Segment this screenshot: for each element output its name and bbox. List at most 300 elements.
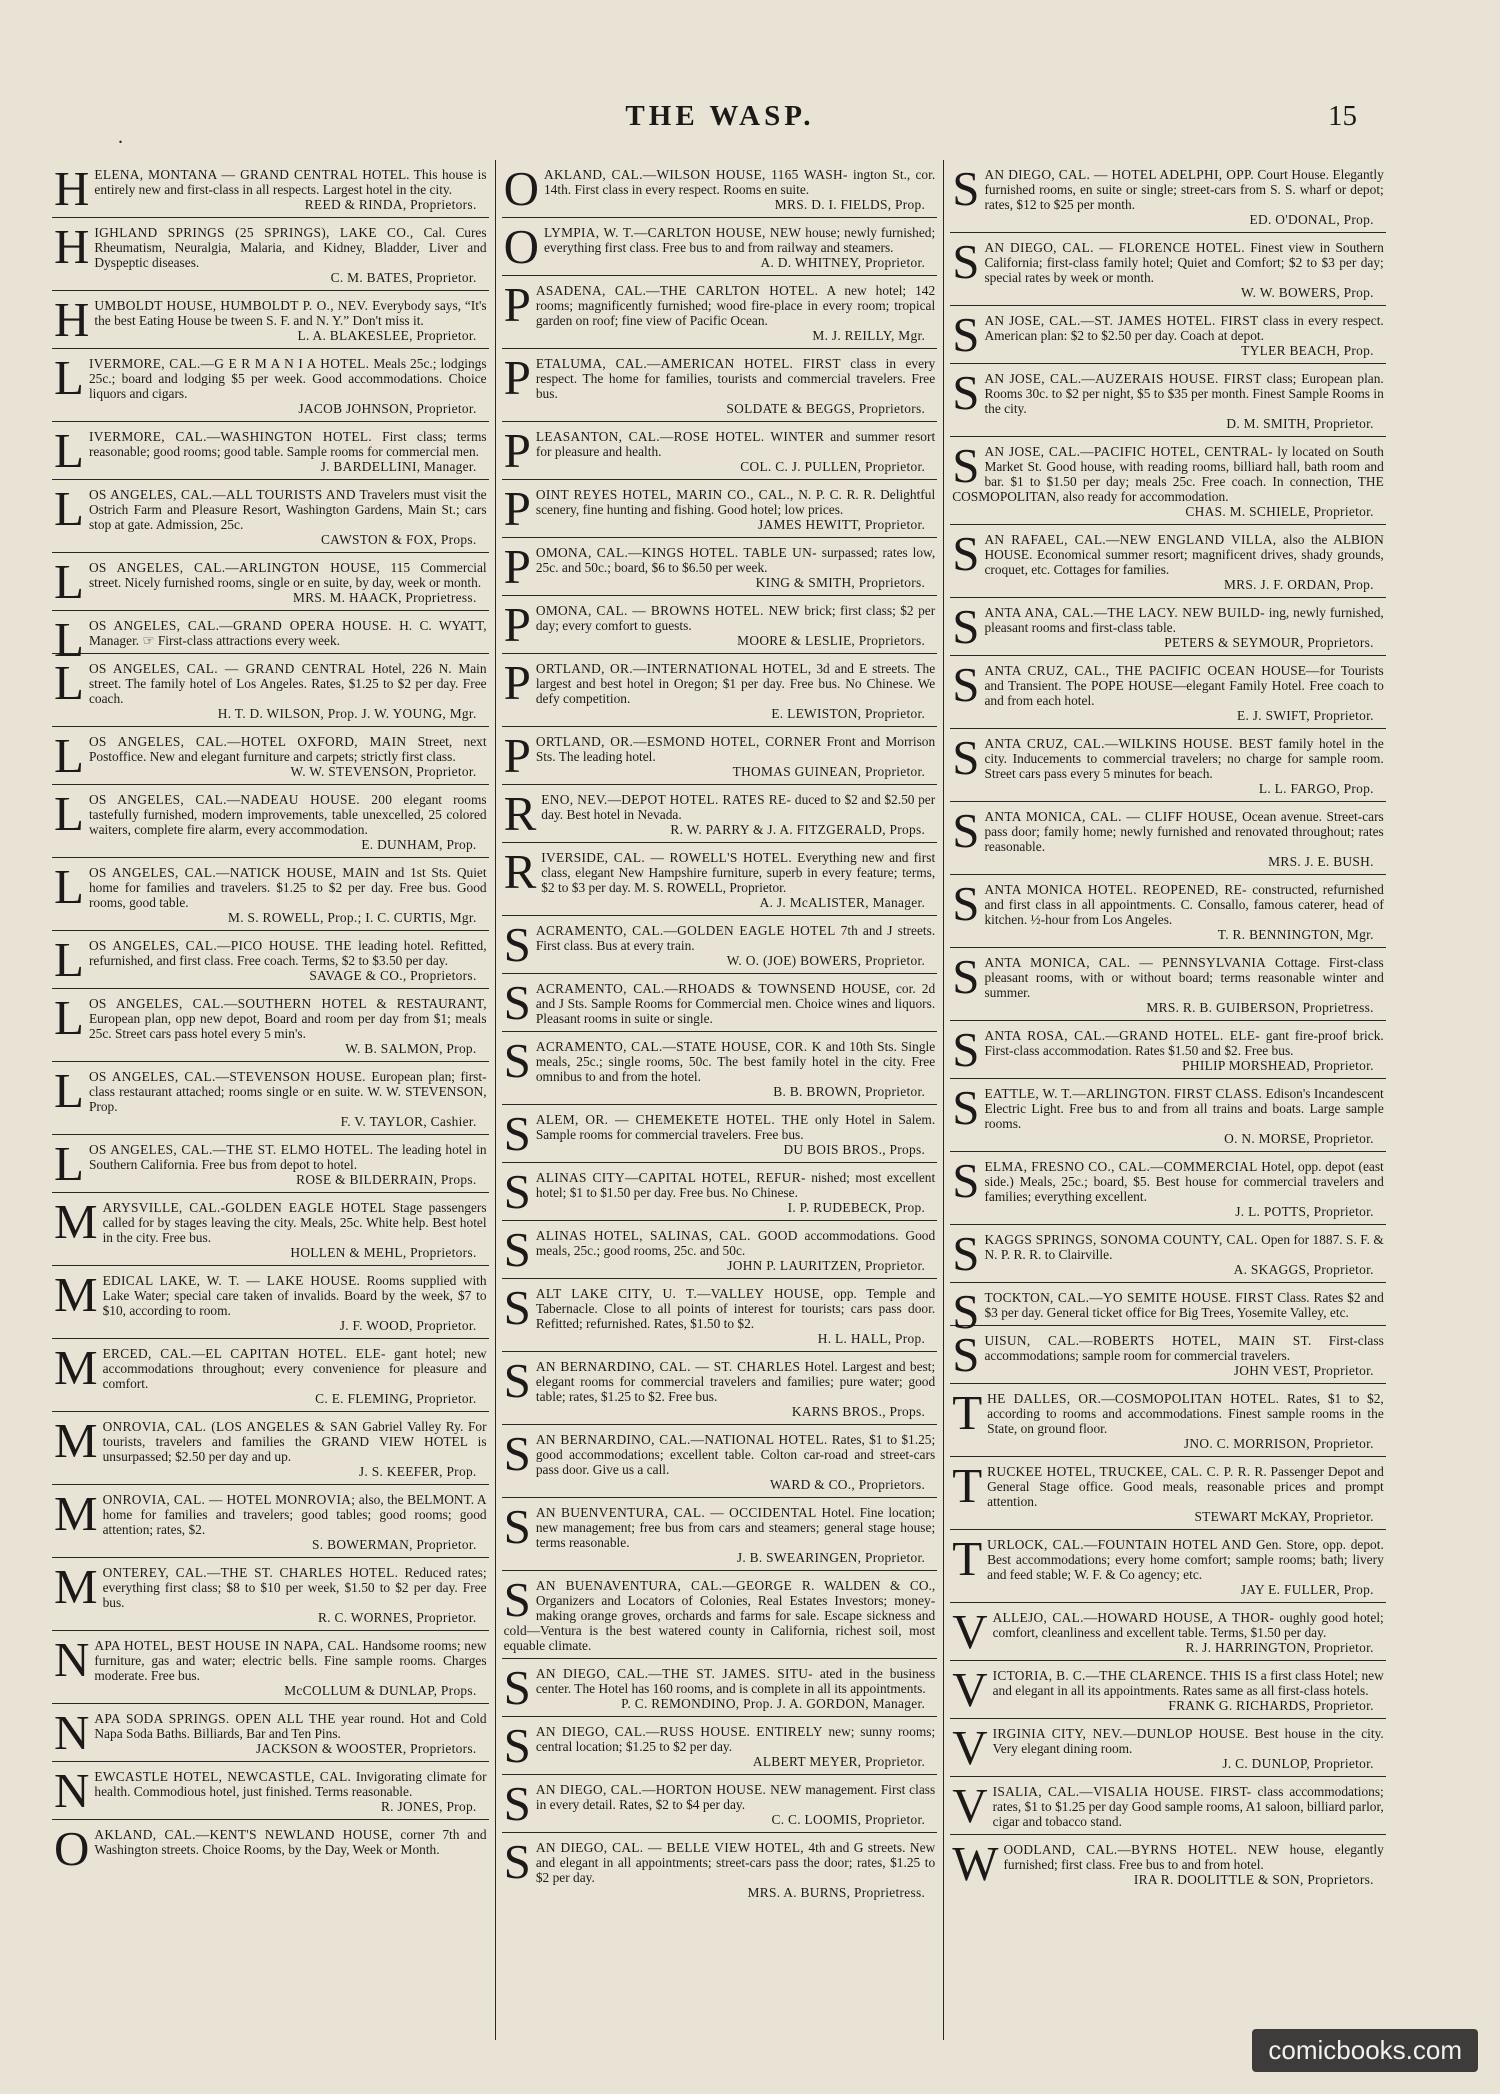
drop-cap-initial: T	[952, 1385, 983, 1440]
drop-cap-initial: T	[952, 1531, 983, 1586]
drop-cap-initial: S	[952, 365, 980, 420]
listing-heading: APA HOTEL, BEST HOUSE IN NAPA, CAL.	[94, 1638, 359, 1653]
hotel-listing	[502, 349, 938, 422]
listing-heading: OS ANGELES, CAL.—ALL TOURISTS AND	[88, 487, 356, 502]
hotel-listing	[502, 480, 938, 538]
listing-heading: ELMA, FRESNO CO., CAL.—COMMERCIAL	[984, 1159, 1258, 1174]
drop-cap-initial: S	[503, 1280, 531, 1335]
hotel-listing	[502, 1163, 938, 1221]
listing-proprietor: L. L. FARGO, Prop.	[1258, 781, 1374, 796]
listing-heading: IRGINIA CITY, NEV.—DUNLOP HOUSE.	[992, 1726, 1249, 1741]
hotel-listing	[502, 422, 938, 480]
listing-heading: AN BUENAVENTURA, CAL.—GEORGE R.	[535, 1578, 815, 1593]
listing-heading: HE DALLES, OR.—COSMOPOLITAN HOTEL.	[987, 1391, 1280, 1406]
listing-heading: URLOCK, CAL.—FOUNTAIN HOTEL AND	[987, 1537, 1252, 1552]
drop-cap-initial: R	[503, 786, 537, 841]
listing-proprietor: KING & SMITH, Proprietors.	[755, 575, 926, 590]
header-dot: .	[118, 126, 123, 148]
drop-cap-initial: S	[503, 1222, 531, 1277]
listing-proprietor: TYLER BEACH, Prop.	[1241, 343, 1374, 358]
listing-heading: EDICAL LAKE, W. T. — LAKE HOUSE.	[102, 1273, 361, 1288]
listing-text: Best house in the city. Very elegant dining room.	[992, 1726, 1384, 1756]
listing-heading: ALINAS HOTEL, SALINAS, CAL. GOOD	[535, 1228, 798, 1243]
drop-cap-initial: S	[503, 1660, 531, 1715]
listing-proprietor: A. D. WHITNEY, Proprietor.	[760, 255, 926, 270]
listing-heading: LYMPIA, W. T.—CARLTON HOUSE, NEW	[543, 225, 802, 240]
drop-cap-initial: M	[54, 1194, 98, 1249]
hotel-listing	[502, 1352, 938, 1425]
listing-proprietor: PHILIP MORSHEAD, Proprietor.	[1182, 1058, 1374, 1073]
drop-cap-initial: N	[54, 1705, 90, 1760]
listing-text: duced to $2 and $2.50 per day. Best hotel in Nevada.	[541, 792, 936, 822]
listing-text: opp. Temple and Tabernacle. Close to all points of interest for tourists; cars pass door. Refitted; refurnished. Rates, $1.50 to $2.	[535, 1286, 936, 1331]
hotel-listing	[502, 974, 938, 1032]
listing-proprietor: JAMES HEWITT, Proprietor.	[758, 517, 926, 532]
listing-heading: OS ANGELES, CAL.—STEVENSON HOUSE.	[88, 1069, 366, 1084]
hotel-listing	[950, 364, 1386, 437]
hotel-listing	[502, 1717, 938, 1775]
hotel-listing	[52, 553, 489, 611]
listing-heading: ANTA CRUZ, CAL.—WILKINS HOUSE. BEST	[984, 736, 1273, 751]
hotel-listing	[950, 525, 1386, 598]
listing-heading: KAGGS SPRINGS, SONOMA COUNTY, CAL.	[984, 1232, 1258, 1247]
listing-proprietor: CAWSTON & FOX, Props.	[320, 532, 477, 547]
listing-heading: AN DIEGO, CAL. — BELLE VIEW HOTEL,	[535, 1840, 804, 1855]
listing-proprietor: J. F. WOOD, Proprietor.	[339, 1318, 477, 1333]
listing-proprietor: A. SKAGGS, Proprietor.	[1233, 1262, 1374, 1277]
watermark-logo: comicbooks.com	[1252, 2029, 1478, 2072]
listing-heading: ONROVIA, CAL. (LOS ANGELES & SAN	[102, 1419, 358, 1434]
hotel-listing	[950, 1777, 1386, 1835]
listing-text: also the ALBION HOUSE. Economical summer resort; magnificent drives, shady grounds, croquet, etc. Cottages for families.	[984, 532, 1384, 577]
listing-proprietor: J. L. POTTS, Proprietor.	[1235, 1204, 1374, 1219]
listing-proprietor: B. B. BROWN, Proprietor.	[773, 1084, 926, 1099]
page-number: 15	[1328, 100, 1357, 132]
drop-cap-initial: H	[54, 161, 90, 216]
drop-cap-initial: M	[54, 1559, 98, 1614]
drop-cap-initial: S	[503, 1499, 531, 1554]
listing-heading: OS ANGELES, CAL.—HOTEL OXFORD, MAIN	[88, 734, 407, 749]
listing-proprietor: D. M. SMITH, Proprietor.	[1226, 416, 1374, 431]
hotel-listing	[502, 538, 938, 596]
hotel-listing	[950, 875, 1386, 948]
listing-text: class; European plan. Rooms 30c. to $2 per night, $5 to $35 per month. Finest Sample Rooms in the city.	[984, 371, 1384, 416]
listing-heading: ACRAMENTO, CAL.—RHOADS & TOWNSEND	[535, 981, 836, 996]
listing-heading: OMONA, CAL.—KINGS HOTEL. TABLE UN-	[535, 545, 817, 560]
drop-cap-initial: S	[503, 1572, 531, 1627]
listing-proprietor: SOLDATE & BEGGS, Proprietors.	[726, 401, 926, 416]
listing-text: Street, next Postoffice. New and elegant furniture and carpets; strictly first class.	[88, 734, 487, 764]
hotel-listing	[52, 1266, 489, 1339]
listing-text: Finest view in Southern California; first-class family hotel; Quiet and Comfort; $2 to $3 per day; special rates by week or month.	[984, 240, 1384, 285]
listing-proprietor: IRA R. DOOLITTLE & SON, Proprietors.	[1133, 1872, 1374, 1887]
listing-heading: IGHLAND SPRINGS (25 SPRINGS), LAKE CO.,	[94, 225, 414, 240]
drop-cap-initial: S	[952, 657, 980, 712]
listing-heading: OMONA, CAL. — BROWNS HOTEL. NEW	[535, 603, 800, 618]
hotel-listing	[502, 1833, 938, 1905]
listing-proprietor: R. W. PARRY & J. A. FITZGERALD, Props.	[670, 822, 926, 837]
listing-heading: OS ANGELES, CAL.—NATICK HOUSE, MAIN	[88, 865, 380, 880]
listing-text: leading hotel. Refitted, refurnished, and first class. Free coach. Terms, $2 to $3.50 per day.	[88, 938, 487, 968]
listing-text: and 1st Sts. Quiet home for families and travelers. $1.25 to $2 per day. Free bus. Good rooms, good table.	[88, 865, 487, 910]
hotel-listing	[502, 160, 938, 218]
listing-heading: AN DIEGO, CAL.—RUSS HOUSE. ENTIRELY	[535, 1724, 823, 1739]
listing-heading: RUCKEE HOTEL, TRUCKEE, CAL. C. P. R.	[987, 1464, 1251, 1479]
listing-text: A new hotel; 142 rooms; magnificently furnished; wood fire-place in every room; tropical garden on roof; fine view of Pacific Ocean.	[535, 283, 936, 328]
listing-heading: ENO, NEV.—DEPOT HOTEL. RATES RE-	[541, 792, 792, 807]
listing-heading: OS ANGELES, CAL.—NADEAU HOUSE. 200	[88, 792, 393, 807]
drop-cap-initial: M	[54, 1340, 98, 1395]
listing-text: brick; first class; $2 per day; every comfort to guests.	[535, 603, 936, 633]
listing-text: Gen. Store, opp. depot. Best accommodations; every home comfort; sample rooms; bath; livery and feed stable; W. F. & Co agency; etc.	[987, 1537, 1384, 1582]
hotel-listing	[502, 1032, 938, 1105]
drop-cap-initial: P	[503, 423, 531, 478]
drop-cap-initial: S	[952, 234, 980, 289]
listing-text: and 10th Sts. Single meals, 25c.; single rooms, 50c. The best family hotel in the city. Free omnibus to and from the hotel.	[535, 1039, 936, 1084]
listing-proprietor: JNO. C. MORRISON, Proprietor.	[1183, 1436, 1374, 1451]
listing-heading: ALINAS CITY—CAPITAL HOTEL, REFUR-	[535, 1170, 806, 1185]
listing-proprietor: E. DUNHAM, Prop.	[361, 837, 477, 852]
hotel-listing	[52, 291, 489, 349]
hotel-listing	[950, 160, 1386, 233]
drop-cap-initial: S	[952, 1153, 980, 1208]
hotel-listing	[52, 727, 489, 785]
drop-cap-initial: S	[952, 1022, 980, 1077]
listing-text: 4th and G streets. New and elegant in all appointments; street-cars pass the door; rates, $1.25 to $2 per day.	[535, 1840, 936, 1885]
hotel-listing	[52, 1820, 489, 1876]
listing-proprietor: SAVAGE & CO., Proprietors.	[309, 968, 477, 983]
listing-heading: ORTLAND, OR.—INTERNATIONAL HOTEL,	[535, 661, 812, 676]
drop-cap-initial: S	[503, 1718, 531, 1773]
listing-proprietor: MRS. M. HAACK, Proprietress.	[292, 590, 477, 605]
listing-text: First class; terms reasonable; good rooms; good table. Sample rooms for commercial men.	[88, 429, 487, 459]
drop-cap-initial: S	[952, 1226, 980, 1281]
listing-text: class in every respect. The home for families, tourists and commercial travelers. Free bus.	[535, 356, 936, 401]
listing-proprietor: E. J. SWIFT, Proprietor.	[1237, 708, 1374, 723]
hotel-listing	[950, 1225, 1386, 1283]
drop-cap-initial: O	[503, 161, 539, 216]
hotel-listing	[52, 931, 489, 989]
drop-cap-initial: L	[54, 1136, 84, 1191]
drop-cap-initial: L	[54, 728, 84, 783]
drop-cap-initial: L	[54, 1063, 84, 1118]
listing-heading: AKLAND, CAL.—WILSON HOUSE, 1165 WASH-	[543, 167, 848, 182]
listing-heading: OINT REYES HOTEL, MARIN CO., CAL.,	[535, 487, 794, 502]
listing-text: HOUSE—for Tourists and Transient. The POPE HOUSE—elegant Family Hotel. Free coach to and from each hotel.	[984, 663, 1384, 708]
listing-heading: ISALIA, CAL.—VISALIA HOUSE. FIRST-	[992, 1784, 1252, 1799]
drop-cap-initial: L	[54, 350, 84, 405]
listing-text: Class. Rates $2 and $3 per day. General ticket office for Big Trees, Yosemite Valley, etc.	[984, 1290, 1384, 1320]
hotel-listing	[52, 611, 489, 667]
drop-cap-initial: S	[503, 1353, 531, 1408]
hotel-listing	[950, 1283, 1386, 1339]
drop-cap-initial: L	[54, 554, 84, 609]
listing-heading: UISUN, CAL.—ROBERTS HOTEL, MAIN ST.	[984, 1333, 1312, 1348]
listing-text: Open for 1887. S. F. & N. P. R. R. to Clairville.	[984, 1232, 1384, 1262]
drop-cap-initial: L	[54, 990, 84, 1045]
listing-heading: OS ANGELES, CAL.—THE ST. ELMO HOTEL.	[88, 1142, 374, 1157]
listing-heading: AN BUENVENTURA, CAL. — OCCIDENTAL	[535, 1505, 817, 1520]
drop-cap-initial: S	[503, 1776, 531, 1831]
listing-text: Rates, $1 to $2, according to rooms and accommodations. Finest sample rooms in the State, on ground floor.	[987, 1391, 1384, 1436]
drop-cap-initial: V	[952, 1720, 988, 1775]
listing-heading: UMBOLDT HOUSE, HUMBOLDT P. O., NEV.	[94, 298, 369, 313]
listing-text: house, elegantly furnished; first class. Free bus to and from hotel.	[1003, 1842, 1384, 1872]
hotel-listing	[52, 1193, 489, 1266]
listing-text: gant hotel; new accommodations throughout; every convenience for pleasure and comfort.	[102, 1346, 487, 1391]
listing-heading: AN DIEGO, CAL. — HOTEL ADELPHI, OPP.	[984, 167, 1254, 182]
hotel-listing	[52, 989, 489, 1062]
drop-cap-initial: S	[952, 730, 980, 785]
hotel-listing	[52, 1062, 489, 1135]
hotel-listing	[52, 1485, 489, 1558]
hotel-listing	[52, 1762, 489, 1820]
listing-text: nished; most excellent hotel; $1 to $1.50 per day. Free bus. No Chinese.	[535, 1170, 936, 1200]
listing-proprietor: KARNS BROS., Props.	[791, 1404, 926, 1419]
hotel-listing	[950, 1079, 1386, 1152]
listing-heading: ICTORIA, B. C.—THE CLARENCE. THIS IS	[992, 1668, 1258, 1683]
hotel-listing	[950, 233, 1386, 306]
page-header	[0, 0, 1500, 150]
listing-proprietor: P. C. REMONDINO, Prop. J. A. GORDON, Manager.	[621, 1696, 926, 1711]
listing-proprietor: MOORE & LESLIE, Proprietors.	[737, 633, 926, 648]
listing-text: ington St., cor. 14th. First class in every respect. Rooms en suite.	[543, 167, 936, 197]
listing-heading: ETALUMA, CAL.—AMERICAN HOTEL. FIRST	[535, 356, 841, 371]
drop-cap-initial: S	[952, 949, 980, 1004]
listing-proprietor: H. L. HALL, Prop.	[817, 1331, 926, 1346]
hotel-listing	[52, 480, 489, 553]
drop-cap-initial: L	[54, 655, 84, 710]
drop-cap-initial: P	[503, 655, 531, 710]
listing-heading: ANTA ANA, CAL.—THE LACY. NEW BUILD-	[984, 605, 1265, 620]
column-middle	[495, 160, 944, 2040]
hotel-listing	[502, 843, 938, 916]
listing-heading: IVERMORE, CAL.—WASHINGTON HOTEL.	[88, 429, 372, 444]
listing-heading: APA SODA SPRINGS. OPEN ALL THE	[94, 1711, 336, 1726]
listing-proprietor: H. T. D. WILSON, Prop. J. W. YOUNG, Mgr.	[217, 706, 477, 721]
drop-cap-initial: L	[54, 481, 84, 536]
listing-text: Handsome rooms; new furniture, gas and water; electric bells. Fine sample rooms. Charges moderate. Free bus.	[94, 1638, 487, 1683]
listing-proprietor: T. R. BENNINGTON, Mgr.	[1217, 927, 1374, 942]
listing-heading: AN JOSE, CAL.—AUZERAIS HOUSE. FIRST	[984, 371, 1262, 386]
listing-text: Meals 25c.; lodgings 25c.; board and lodging $5 per week. Good accommodations. Choice liquors and cigars.	[88, 356, 487, 401]
listing-text: Gabriel Valley Ry. For tourists, travelers and families the GRAND VIEW HOTEL is unsurpassed; $2.50 per day and up.	[102, 1419, 487, 1464]
hotel-listing	[950, 1152, 1386, 1225]
listing-text: oughly good hotel; comfort, cleanliness and excellent table. Terms, $1.50 per day.	[992, 1610, 1384, 1640]
listing-text: management. First class in every detail. Rates, $2 to $4 per day.	[535, 1782, 936, 1812]
drop-cap-initial: P	[503, 350, 531, 405]
drop-cap-initial: S	[503, 917, 531, 972]
listing-heading: TOCKTON, CAL.—YO SEMITE HOUSE. FIRST	[984, 1290, 1274, 1305]
listing-text: Court House. Elegantly furnished rooms, en suite or single; street-cars from S. S. wharf or depot; rates, $12 to $25 per month.	[984, 167, 1384, 212]
listing-proprietor: C. M. BATES, Proprietor.	[330, 270, 477, 285]
drop-cap-initial: H	[54, 292, 90, 347]
listing-proprietor: PETERS & SEYMOUR, Proprietors.	[1164, 635, 1374, 650]
listing-heading: OS ANGELES, CAL. — GRAND CENTRAL	[88, 661, 366, 676]
listing-heading: ANTA MONICA, CAL. — CLIFF HOUSE,	[984, 809, 1238, 824]
listing-heading: ERCED, CAL.—EL CAPITAN HOTEL. ELE-	[102, 1346, 386, 1361]
listing-proprietor: CHAS. M. SCHIELE, Proprietor.	[1185, 504, 1374, 519]
listing-proprietor: W. O. (JOE) BOWERS, Proprietor.	[726, 953, 926, 968]
listing-proprietor: R. JONES, Prop.	[380, 1799, 477, 1814]
listing-text: RESTAURANT, European plan, opp new depot, Board and room per day from $1; meals 25c. Street cars pass hotel every 5 min's.	[88, 996, 487, 1041]
listing-proprietor: MRS. R. B. GUIBERSON, Proprietress.	[1146, 1000, 1374, 1015]
listing-heading: IVERSIDE, CAL. — ROWELL'S HOTEL.	[541, 850, 793, 865]
hotel-listing	[52, 1704, 489, 1762]
listing-text: Everybody says, “It's the best Eating House be tween S. F. and N. Y.” Don't miss it.	[94, 298, 487, 328]
listing-text: Hotel, opp. depot (east side.) Meals, 25c.; board, $5. Best house for commercial travelers and families; everything excellent.	[984, 1159, 1384, 1204]
listing-proprietor: MRS. A. BURNS, Proprietress.	[747, 1885, 926, 1900]
hotel-listing	[950, 1384, 1386, 1457]
listing-text: Everything new and first class, elegant New Hampshire furniture, superb in every feature; terms, $2 to $3 per day. M. S. ROWELL, Proprietor.	[541, 850, 936, 895]
hotel-listing	[52, 1558, 489, 1631]
listing-proprietor: ED. O'DONAL, Prop.	[1249, 212, 1374, 227]
listing-heading: OODLAND, CAL.—BYRNS HOTEL. NEW	[1003, 1842, 1280, 1857]
listing-proprietor: F. V. TAYLOR, Cashier.	[340, 1114, 477, 1129]
listing-proprietor: W. W. BOWERS, Prop.	[1240, 285, 1374, 300]
listing-heading: ONTEREY, CAL.—THE ST. CHARLES HOTEL.	[102, 1565, 399, 1580]
hotel-listing	[502, 916, 938, 974]
listing-heading: EWCASTLE HOTEL, NEWCASTLE, CAL.	[94, 1769, 352, 1784]
listing-heading: ORTLAND, OR.—ESMOND HOTEL, CORNER	[535, 734, 822, 749]
listing-heading: LEASANTON, CAL.—ROSE HOTEL. WINTER	[535, 429, 825, 444]
drop-cap-initial: P	[503, 277, 531, 332]
hotel-listing	[950, 948, 1386, 1021]
hotel-listing	[52, 422, 489, 480]
drop-cap-initial: S	[503, 1106, 531, 1161]
listing-heading: ELENA, MONTANA — GRAND CENTRAL	[94, 167, 358, 182]
listing-text: Cottage. First-class pleasant rooms, with or without board; terms reasonable winter and summer.	[984, 955, 1384, 1000]
hotel-listing	[52, 858, 489, 931]
hotel-listing	[52, 218, 489, 291]
drop-cap-initial: S	[503, 1834, 531, 1889]
listing-heading: ALT LAKE CITY, U. T.—VALLEY HOUSE,	[535, 1286, 824, 1301]
drop-cap-initial: S	[952, 526, 980, 581]
listing-heading: AN JOSE, CAL.—PACIFIC HOTEL, CENTRAL-	[984, 444, 1273, 459]
listing-text: accommodations. Good meals, 25c.; good rooms, 25c. and 50c.	[535, 1228, 936, 1258]
hotel-listing	[950, 656, 1386, 729]
listing-proprietor: MRS. J. F. ORDAN, Prop.	[1223, 577, 1374, 592]
hotel-listing	[52, 1631, 489, 1704]
listing-heading: ALEM, OR. — CHEMEKETE HOTEL. THE	[535, 1112, 809, 1127]
listing-heading: ANTA ROSA, CAL.—GRAND HOTEL. ELE-	[984, 1028, 1260, 1043]
listing-columns	[46, 160, 1392, 2040]
listing-text: 3d and E streets. The largest and best hotel in Oregon; $1 per day. Free bus. No Chinese. We defy competition.	[535, 661, 936, 706]
hotel-listing	[950, 1835, 1386, 1892]
drop-cap-initial: S	[952, 1284, 980, 1339]
hotel-listing	[502, 276, 938, 349]
listing-heading: ANTA MONICA HOTEL. REOPENED, RE-	[984, 882, 1247, 897]
listing-text: Ocean avenue. Street-cars pass door; family home; newly furnished and renovated throughout; rates reasonable.	[984, 809, 1384, 854]
listing-text: HOUSE, cor. 2d and J Sts. Sample Rooms for Commercial men. Choice wines and liquors. Pleasant rooms in suite or single.	[535, 981, 936, 1026]
listing-text: European plan; first-class restaurant attached; rooms single or en suite. W. W. STEVENSON, Prop.	[88, 1069, 487, 1114]
drop-cap-initial: O	[54, 1821, 90, 1876]
hotel-listing	[502, 1105, 938, 1163]
hotel-listing	[502, 596, 938, 654]
hotel-listing	[502, 727, 938, 785]
hotel-listing	[950, 1021, 1386, 1079]
drop-cap-initial: S	[952, 438, 980, 493]
drop-cap-initial: P	[503, 481, 531, 536]
listing-proprietor: JOHN VEST, Proprietor.	[1233, 1363, 1374, 1378]
drop-cap-initial: W	[952, 1836, 999, 1891]
listing-text: 115 Commercial street. Nicely furnished rooms, single or en suite, by day, week or month.	[88, 560, 487, 590]
listing-text: 7th and J streets. First class. Bus at every train.	[535, 923, 936, 953]
listing-text: Travelers must visit the Ostrich Farm and Pleasure Resort, Washington Gardens, Main St.; cars stop at gate. Admission, 25c.	[88, 487, 487, 532]
listing-proprietor: R. C. WORNES, Proprietor.	[317, 1610, 477, 1625]
hotel-listing	[950, 437, 1386, 525]
listing-proprietor: J. C. DUNLOP, Proprietor.	[1222, 1756, 1374, 1771]
listing-proprietor: THOMAS GUINEAN, Proprietor.	[732, 764, 926, 779]
hotel-listing	[950, 1457, 1386, 1530]
hotel-listing	[502, 1425, 938, 1498]
hotel-listing	[950, 1326, 1386, 1384]
drop-cap-initial: M	[54, 1267, 98, 1322]
listing-heading: ASADENA, CAL.—THE CARLTON HOTEL.	[535, 283, 819, 298]
column-left	[46, 160, 495, 2040]
drop-cap-initial: V	[952, 1778, 988, 1833]
listing-proprietor: MRS. D. I. FIELDS, Prop.	[774, 197, 926, 212]
drop-cap-initial: N	[54, 1763, 90, 1818]
listing-heading: ONROVIA, CAL. — HOTEL MONROVIA;	[102, 1492, 356, 1507]
listing-heading: AN DIEGO, CAL.—THE ST. JAMES. SITU-	[535, 1666, 813, 1681]
listing-proprietor: STEWART McKAY, Proprietor.	[1194, 1509, 1374, 1524]
listing-proprietor: ROSE & BILDERRAIN, Props.	[296, 1172, 477, 1187]
listing-text: year round. Hot and Cold Napa Soda Baths. Billiards, Bar and Ten Pins.	[94, 1711, 487, 1741]
listing-text: Stage passengers called for by stages leaving the city. Meals, 25c. White help. Best hotel in the city. Free bus.	[102, 1200, 487, 1245]
listing-proprietor: C. C. LOOMIS, Proprietor.	[771, 1812, 926, 1827]
listing-text: R. Passenger Depot and General Stage office. Good meals, reasonable prices and prompt attention.	[987, 1464, 1384, 1509]
hotel-listing	[502, 1221, 938, 1279]
listing-text: N. P. C. R. R. Delightful scenery, fine hunting and fishing. Good hotel; low prices.	[535, 487, 936, 517]
listing-proprietor: L. A. BLAKESLEE, Proprietor.	[297, 328, 477, 343]
listing-text: ing, newly furnished, pleasant rooms and first-class table.	[984, 605, 1384, 635]
listing-heading: AN BERNARDINO, CAL.—NATIONAL HOTEL.	[535, 1432, 828, 1447]
listing-text: ated in the business center. The Hotel has 160 rooms, and is complete in all its appointments.	[535, 1666, 936, 1696]
hotel-listing	[52, 1412, 489, 1485]
hotel-listing	[52, 654, 489, 727]
listing-proprietor: McCOLLUM & DUNLAP, Props.	[284, 1683, 477, 1698]
drop-cap-initial: L	[54, 612, 84, 667]
listing-text: HOTEL. This house is entirely new and first-class in all respects. Largest hotel in the city.	[94, 167, 487, 197]
listing-heading: IVERMORE, CAL.—G E R M A N I A HOTEL.	[88, 356, 370, 371]
page-title: THE WASP.	[625, 100, 815, 132]
listing-proprietor: COL. C. J. PULLEN, Proprietor.	[740, 459, 926, 474]
listing-proprietor: A. J. McALISTER, Manager.	[759, 895, 926, 910]
listing-text: WALDEN & CO., Organizers and Locators of Colonies, Real Estates Investors; money-making orange groves, orchards and farms for sale. Escape sickness and cold—Ventura is the best watered county in California, richest soil, most equable climate.	[503, 1578, 936, 1653]
listing-proprietor: J. S. KEEFER, Prop.	[358, 1464, 477, 1479]
listing-text: H. C. WYATT, Manager. ☞ First-class attractions every week.	[88, 618, 487, 648]
hotel-listing	[52, 1135, 489, 1193]
drop-cap-initial: S	[503, 1164, 531, 1219]
listing-heading: ARYSVILLE, CAL.-GOLDEN EAGLE HOTEL	[102, 1200, 387, 1215]
listing-text: also, the BELMONT. A home for families and travelers; good tables; good rooms; good attention; rates, $2.	[102, 1492, 487, 1537]
hotel-listing	[502, 1279, 938, 1352]
listing-text: First-class accommodations; sample room for commercial travelers.	[984, 1333, 1384, 1363]
listing-text: Reduced rates; everything first class; $8 to $10 per week, $1.50 to $2 per day. Free bus.	[102, 1565, 487, 1610]
drop-cap-initial: S	[503, 1426, 531, 1481]
hotel-listing	[950, 1603, 1386, 1661]
listing-heading: ANTA MONICA, CAL. — PENNSYLVANIA	[984, 955, 1267, 970]
listing-proprietor: W. W. STEVENSON, Proprietor.	[290, 764, 477, 779]
listing-heading: ACRAMENTO, CAL.—STATE HOUSE, COR. K	[535, 1039, 822, 1054]
listing-text: Invigorating climate for health. Commodious hotel, just finished. Terms reasonable.	[94, 1769, 487, 1799]
listing-heading: AN DIEGO, CAL. — FLORENCE HOTEL.	[984, 240, 1245, 255]
drop-cap-initial: S	[952, 161, 980, 216]
listing-proprietor: R. J. HARRINGTON, Proprietor.	[1185, 1640, 1374, 1655]
listing-text: ly located on South Market St. Good house, with reading rooms, billiard hall, bath room and bar. $1 to $1.50 per day; meals 25c. Free coach. In connection, THE COSMOPOLITAN, also ready for accommodation.	[952, 444, 1384, 504]
listing-text: constructed, refurnished and first class in all appointments. C. Consallo, famous caterer, head of kitchen. ½-hour from Los Angeles.	[984, 882, 1384, 927]
